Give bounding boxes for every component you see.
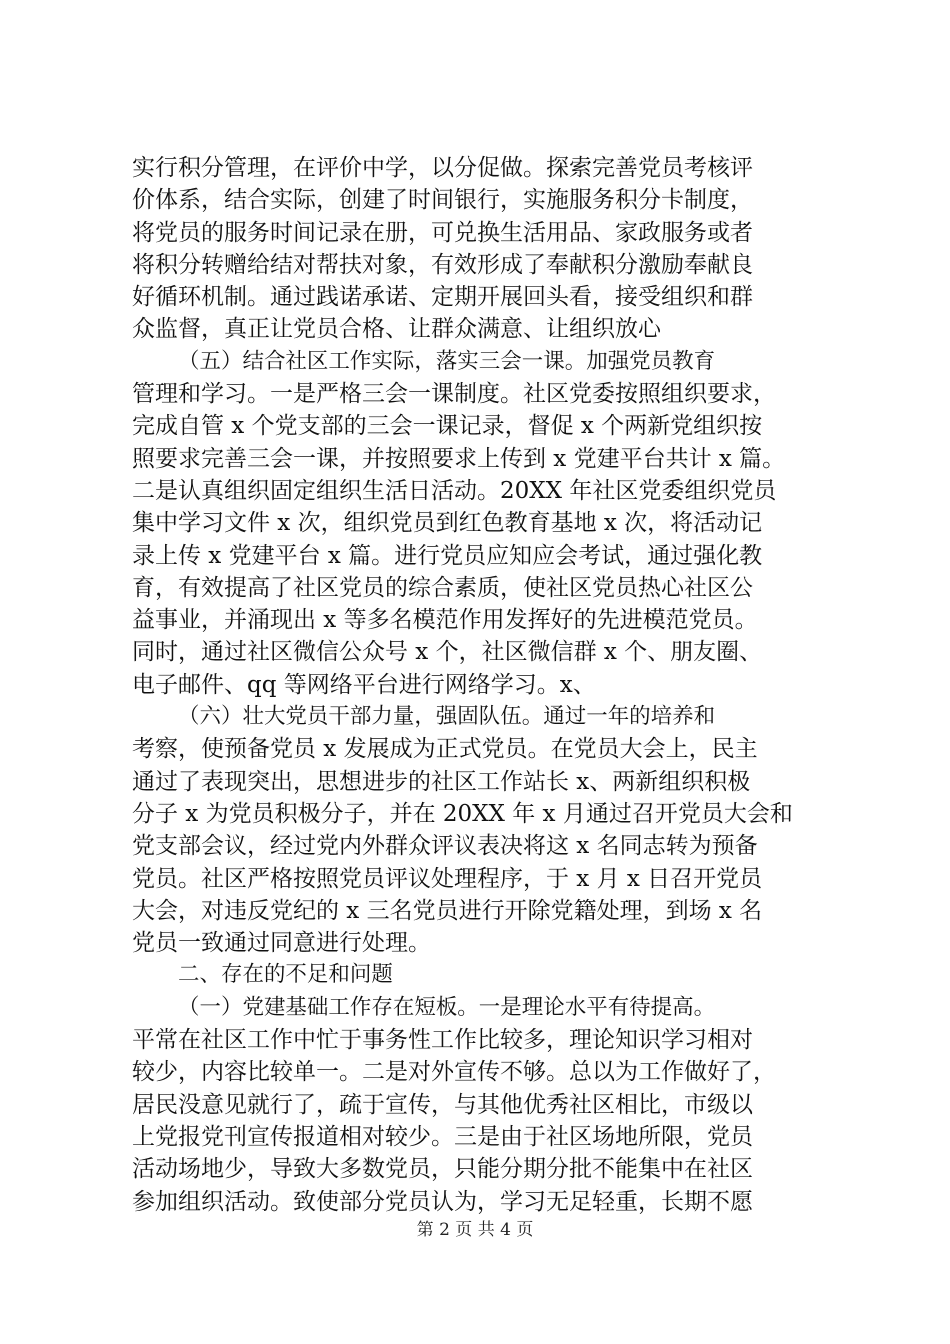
text-line: 录上传 x 党建平台 x 篇。进行党员应知应会考试，通过强化教 xyxy=(132,542,763,569)
text-line: 活动场地少，导致大多数党员，只能分期分批不能集中在社区 xyxy=(132,1156,753,1183)
text-line: （一）党建基础工作存在短板。一是理论水平有待提高。 xyxy=(178,994,716,1020)
text-line: 居民没意见就行了，疏于宣传，与其他优秀社区相比，市级以 xyxy=(132,1091,753,1118)
text-line: 党员。社区严格按照党员评议处理程序，于 x 月 x 日召开党员 xyxy=(132,865,763,892)
text-line: （五）结合社区工作实际，落实三会一课。加强党员教育 xyxy=(178,348,716,374)
text-line: 上党报党刊宣传报道相对较少。三是由于社区场地所限，党员 xyxy=(132,1123,753,1150)
text-line: 党员一致通过同意进行处理。 xyxy=(132,930,431,957)
text-line: 集中学习文件 x 次，组织党员到红色教育基地 x 次，将活动记 xyxy=(132,510,763,537)
page-footer: 第 2 页 共 4 页 xyxy=(416,1220,534,1240)
text-line: 将党员的服务时间记录在册，可兑换生活用品、家政服务或者 xyxy=(132,219,753,246)
text-line: 价体系，结合实际，创建了时间银行，实施服务积分卡制度， xyxy=(132,187,753,214)
text-line: 大会，对违反党纪的 x 三名党员进行开除党籍处理，到场 x 名 xyxy=(132,897,763,924)
text-line: 好循环机制。通过践诺承诺、定期开展回头看，接受组织和群 xyxy=(132,284,753,311)
text-line: 通过了表现突出，思想进步的社区工作站长 x、两新组织积极 xyxy=(132,768,751,795)
text-line: 电子邮件、qq 等网络平台进行网络学习。x、 xyxy=(132,671,596,698)
text-line: 二、存在的不足和问题 xyxy=(178,962,393,988)
text-line: 二是认真组织固定组织生活日活动。20XX 年社区党委组织党员 xyxy=(132,477,777,504)
text-line: 完成自管 x 个党支部的三会一课记录，督促 x 个两新党组织按 xyxy=(132,413,763,440)
text-line: 益事业，并涌现出 x 等多名模范作用发挥好的先进模范党员。 xyxy=(132,607,758,634)
text-line: 育，有效提高了社区党员的综合素质，使社区党员热心社区公 xyxy=(132,574,753,601)
text-line: 分子 x 为党员积极分子，并在 20XX 年 x 月通过召开党员大会和 xyxy=(132,800,793,827)
text-line: 众监督，真正让党员合格、让群众满意、让组织放心 xyxy=(132,316,661,343)
text-line: 党支部会议，经过党内外群众评议表决将这 x 名同志转为预备 xyxy=(132,833,758,860)
text-line: 平常在社区工作中忙于事务性工作比较多，理论知识学习相对 xyxy=(132,1027,753,1054)
text-line: （六）壮大党员干部力量，强固队伍。通过一年的培养和 xyxy=(178,704,716,730)
text-line: 较少，内容比较单一。二是对外宣传不够。总以为工作做好了， xyxy=(132,1059,776,1086)
text-line: 将积分转赠给结对帮扶对象，有效形成了奉献积分激励奉献良 xyxy=(132,251,753,278)
text-line: 参加组织活动。致使部分党员认为，学习无足轻重，长期不愿 xyxy=(132,1188,753,1215)
text-line: 同时，通过社区微信公众号 x 个，社区微信群 x 个、朋友圈、 xyxy=(132,639,763,666)
text-line: 实行积分管理，在评价中学，以分促做。探索完善党员考核评 xyxy=(132,155,753,181)
text-line: 考察，使预备党员 x 发展成为正式党员。在党员大会上，民主 xyxy=(132,736,758,763)
text-line: 照要求完善三会一课，并按照要求上传到 x 党建平台共计 x 篇。 xyxy=(132,445,786,472)
document-body xyxy=(132,152,832,1218)
text-line: 管理和学习。一是严格三会一课制度。社区党委按照组织要求， xyxy=(132,381,776,408)
